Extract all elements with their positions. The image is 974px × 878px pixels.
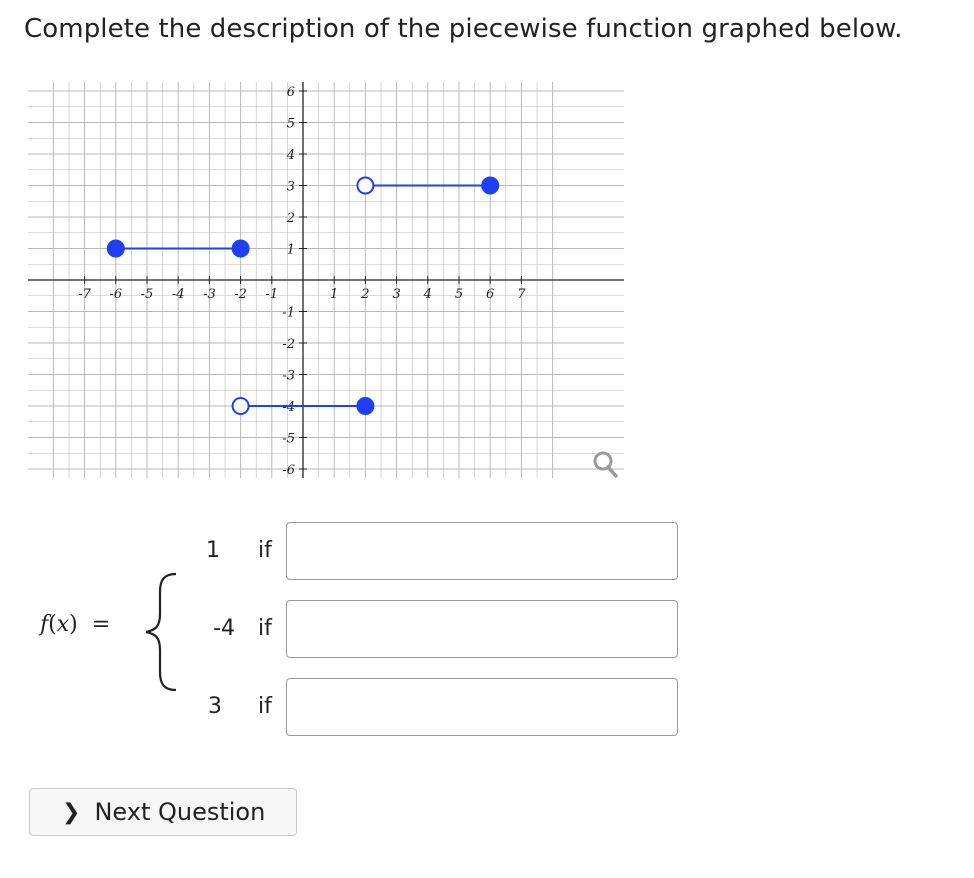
piece-if-1: if — [258, 538, 272, 563]
segment-1-end-closed-point — [233, 241, 249, 257]
condition-input-3[interactable] — [286, 678, 678, 736]
question-title: Complete the description of the piecewise function graphed below. — [24, 14, 903, 44]
y-tick-label: -6 — [282, 463, 295, 478]
function-name: f — [40, 612, 49, 637]
x-tick-label: 2 — [361, 287, 370, 302]
function-variable: x — [56, 612, 70, 637]
chevron-right-icon: ❯ — [62, 799, 81, 825]
x-tick-labels — [78, 287, 526, 302]
x-tick-label: 4 — [423, 287, 432, 302]
segment-1-start-closed-point — [108, 241, 124, 257]
piece-if-3: if — [258, 694, 272, 719]
x-tick-label: -3 — [203, 287, 216, 302]
condition-input-2[interactable] — [286, 600, 678, 658]
magnifier-icon[interactable] — [588, 446, 624, 482]
y-tick-label: 3 — [286, 179, 295, 195]
piece-value-1: 1 — [206, 538, 220, 563]
y-tick-label: -4 — [282, 400, 295, 415]
y-tick-label: 6 — [286, 85, 295, 100]
function-label: f(x) = — [40, 612, 111, 637]
segment-2-end-closed-point — [357, 398, 373, 414]
y-tick-label: 5 — [286, 116, 295, 132]
y-tick-label: 2 — [286, 211, 295, 226]
y-tick-label: 4 — [286, 148, 295, 163]
x-tick-label: 1 — [330, 287, 339, 302]
piece-value-2: -4 — [213, 616, 235, 641]
segment-3-start-open-point — [357, 178, 373, 194]
segment-3-end-closed-point — [482, 178, 498, 194]
x-tick-label: 5 — [454, 287, 464, 302]
x-tick-label: -4 — [171, 287, 185, 302]
next-question-button[interactable] — [29, 788, 297, 836]
condition-input-1[interactable] — [286, 522, 678, 580]
piece-value-3: 3 — [208, 694, 222, 719]
x-tick-label: 6 — [486, 287, 495, 302]
piece-if-2: if — [258, 616, 272, 641]
x-tick-label: -7 — [78, 287, 91, 302]
next-question-label: Next Question — [94, 798, 266, 826]
y-tick-labels — [282, 85, 295, 478]
x-tick-label: -1 — [265, 287, 279, 302]
x-tick-label: 7 — [517, 287, 526, 302]
y-tick-label: -1 — [282, 305, 295, 321]
y-tick-label: 1 — [286, 242, 295, 258]
x-tick-label: -5 — [140, 287, 154, 302]
x-tick-label: 3 — [392, 287, 401, 302]
y-tick-label: -5 — [282, 431, 295, 447]
y-tick-label: -3 — [282, 368, 295, 384]
segment-2-start-open-point — [233, 398, 249, 414]
x-tick-label: -6 — [109, 287, 123, 302]
y-tick-label: -2 — [282, 337, 295, 352]
graph-axes — [28, 82, 624, 478]
x-tick-label: -2 — [234, 287, 247, 302]
